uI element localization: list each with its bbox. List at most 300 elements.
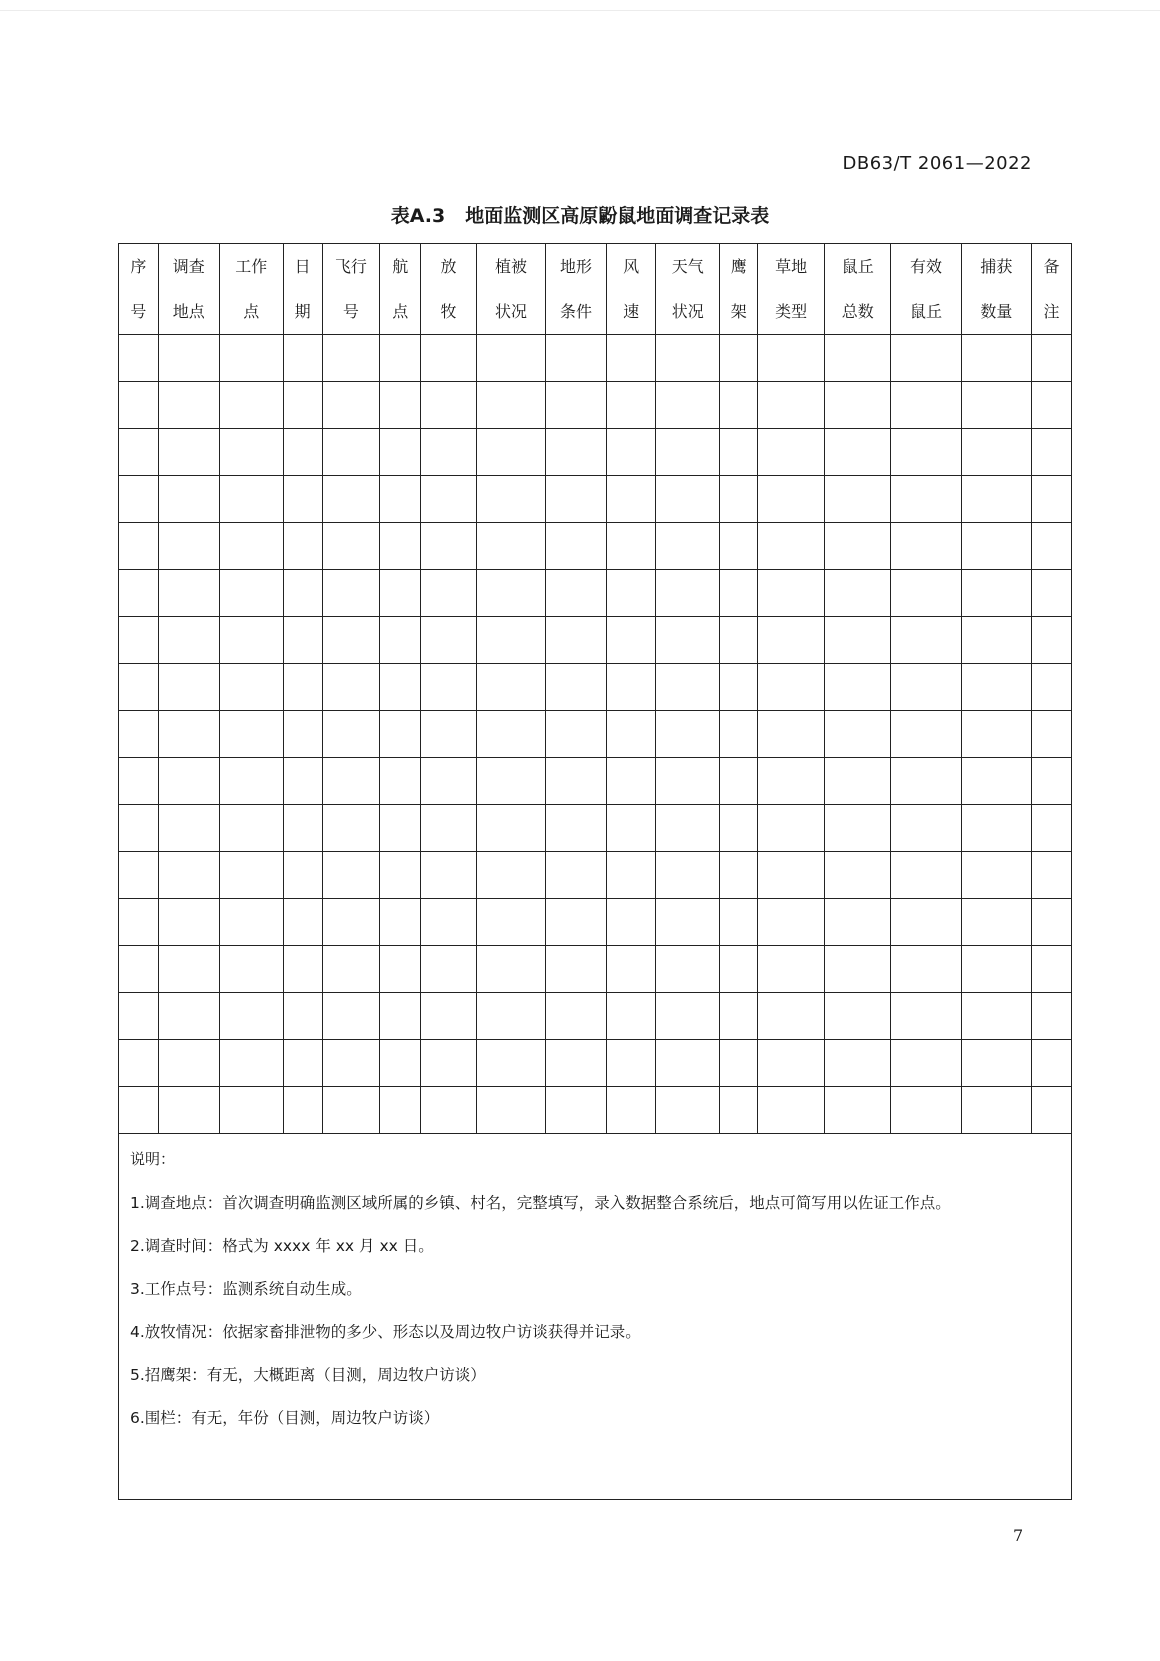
table-cell bbox=[606, 429, 655, 476]
table-cell bbox=[421, 805, 477, 852]
table-cell bbox=[380, 382, 421, 429]
col-header-grassland-type: 草地 类型 bbox=[758, 244, 825, 335]
table-cell bbox=[219, 711, 283, 758]
col-header-active-mounds: 有效 鼠丘 bbox=[891, 244, 961, 335]
table-cell bbox=[119, 805, 159, 852]
table-cell bbox=[656, 711, 720, 758]
table-cell bbox=[322, 711, 380, 758]
col-header-mound-total: 鼠丘 总数 bbox=[825, 244, 891, 335]
note-item: 6.围栏：有无，年份（目测，周边牧户访谈） bbox=[130, 1409, 440, 1427]
table-cell bbox=[606, 805, 655, 852]
table-cell bbox=[758, 617, 825, 664]
table-cell bbox=[421, 993, 477, 1040]
table-cell bbox=[825, 476, 891, 523]
table-cell bbox=[283, 1040, 322, 1087]
table-cell bbox=[825, 570, 891, 617]
table-cell bbox=[606, 852, 655, 899]
table-cell bbox=[119, 711, 159, 758]
table-cell bbox=[219, 993, 283, 1040]
table-cell bbox=[380, 1087, 421, 1134]
table-cell bbox=[758, 899, 825, 946]
table-cell bbox=[421, 382, 477, 429]
table-cell bbox=[1031, 993, 1071, 1040]
table-cell bbox=[825, 946, 891, 993]
col-header-weather: 天气 状况 bbox=[656, 244, 720, 335]
table-cell bbox=[758, 805, 825, 852]
table-cell bbox=[1031, 570, 1071, 617]
table-cell bbox=[421, 476, 477, 523]
table-cell bbox=[720, 617, 758, 664]
col-header-work-point: 工作 点 bbox=[219, 244, 283, 335]
table-cell bbox=[546, 805, 607, 852]
table-cell bbox=[219, 758, 283, 805]
table-cell bbox=[219, 852, 283, 899]
table-cell bbox=[119, 899, 159, 946]
table-cell bbox=[961, 664, 1031, 711]
table-body bbox=[119, 335, 1072, 1134]
table-cell bbox=[891, 711, 961, 758]
table-cell bbox=[1031, 852, 1071, 899]
table-cell bbox=[322, 382, 380, 429]
table-cell bbox=[421, 1087, 477, 1134]
table-cell bbox=[158, 570, 219, 617]
table-cell bbox=[825, 523, 891, 570]
note-item: 5.招鹰架：有无，大概距离（目测，周边牧户访谈） bbox=[130, 1366, 486, 1384]
table-cell bbox=[476, 946, 545, 993]
table-cell bbox=[476, 617, 545, 664]
table-cell bbox=[322, 899, 380, 946]
table-cell bbox=[961, 476, 1031, 523]
table-row bbox=[119, 899, 1072, 946]
table-cell bbox=[380, 946, 421, 993]
table-cell bbox=[546, 946, 607, 993]
table-cell bbox=[546, 429, 607, 476]
table-cell bbox=[825, 805, 891, 852]
table-cell bbox=[720, 946, 758, 993]
table-cell bbox=[1031, 664, 1071, 711]
table-cell bbox=[322, 1087, 380, 1134]
table-cell bbox=[119, 382, 159, 429]
table-cell bbox=[421, 429, 477, 476]
table-row bbox=[119, 805, 1072, 852]
table-cell bbox=[606, 899, 655, 946]
table-cell bbox=[546, 335, 607, 382]
table-cell bbox=[421, 711, 477, 758]
table-cell bbox=[322, 476, 380, 523]
table-cell bbox=[380, 899, 421, 946]
col-header-eagle-perch: 鹰 架 bbox=[720, 244, 758, 335]
table-cell bbox=[158, 946, 219, 993]
table-cell bbox=[322, 1040, 380, 1087]
table-cell bbox=[283, 664, 322, 711]
table-cell bbox=[961, 852, 1031, 899]
table-cell bbox=[283, 711, 322, 758]
col-header-terrain: 地形 条件 bbox=[546, 244, 607, 335]
table-cell bbox=[546, 570, 607, 617]
col-header-serial: 序 号 bbox=[119, 244, 159, 335]
table-cell bbox=[380, 758, 421, 805]
table-cell bbox=[476, 899, 545, 946]
table-cell bbox=[758, 476, 825, 523]
table-cell bbox=[119, 570, 159, 617]
table-cell bbox=[219, 335, 283, 382]
table-cell bbox=[961, 711, 1031, 758]
table-cell bbox=[961, 1040, 1031, 1087]
table-cell bbox=[380, 993, 421, 1040]
table-cell bbox=[119, 993, 159, 1040]
table-row bbox=[119, 523, 1072, 570]
table-cell bbox=[283, 852, 322, 899]
table-cell bbox=[891, 476, 961, 523]
table-cell bbox=[1031, 429, 1071, 476]
table-cell bbox=[119, 758, 159, 805]
table-cell bbox=[758, 946, 825, 993]
table-cell bbox=[421, 758, 477, 805]
table-cell bbox=[606, 711, 655, 758]
table-cell bbox=[380, 523, 421, 570]
table-cell bbox=[758, 1087, 825, 1134]
table-cell bbox=[421, 335, 477, 382]
table-cell bbox=[546, 664, 607, 711]
table-cell bbox=[825, 617, 891, 664]
table-cell bbox=[119, 523, 159, 570]
table-cell bbox=[891, 617, 961, 664]
table-cell bbox=[891, 1087, 961, 1134]
table-cell bbox=[1031, 335, 1071, 382]
table-cell bbox=[476, 570, 545, 617]
table-cell bbox=[322, 617, 380, 664]
table-cell bbox=[891, 335, 961, 382]
table-cell bbox=[758, 429, 825, 476]
survey-record-table bbox=[118, 243, 1072, 1134]
table-cell bbox=[1031, 476, 1071, 523]
table-cell bbox=[891, 993, 961, 1040]
table-row bbox=[119, 617, 1072, 664]
table-cell bbox=[546, 617, 607, 664]
table-row bbox=[119, 1040, 1072, 1087]
table-cell bbox=[825, 899, 891, 946]
table-cell bbox=[758, 570, 825, 617]
table-cell bbox=[380, 335, 421, 382]
table-cell bbox=[158, 664, 219, 711]
table-cell bbox=[283, 617, 322, 664]
table-cell bbox=[476, 476, 545, 523]
table-cell bbox=[158, 852, 219, 899]
table-cell bbox=[961, 993, 1031, 1040]
table-cell bbox=[476, 664, 545, 711]
table-cell bbox=[283, 429, 322, 476]
table-cell bbox=[656, 805, 720, 852]
col-header-wind-speed: 风 速 bbox=[606, 244, 655, 335]
note-item: 1.调查地点：首次调查明确监测区域所属的乡镇、村名，完整填写，录入数据整合系统后，地点可简写用以佐证工作点。 bbox=[130, 1194, 951, 1212]
table-cell bbox=[158, 429, 219, 476]
table-cell bbox=[380, 711, 421, 758]
table-cell bbox=[656, 946, 720, 993]
table-cell bbox=[219, 664, 283, 711]
table-cell bbox=[1031, 617, 1071, 664]
table-cell bbox=[546, 1087, 607, 1134]
notes-box bbox=[118, 1131, 1072, 1500]
table-cell bbox=[961, 758, 1031, 805]
table-cell bbox=[1031, 1087, 1071, 1134]
table-cell bbox=[961, 429, 1031, 476]
table-title-number: 表A.3 bbox=[390, 205, 446, 227]
table-cell bbox=[476, 382, 545, 429]
col-header-vegetation: 植被 状况 bbox=[476, 244, 545, 335]
table-cell bbox=[606, 476, 655, 523]
table-cell bbox=[720, 852, 758, 899]
table-cell bbox=[219, 805, 283, 852]
table-cell bbox=[1031, 805, 1071, 852]
table-cell bbox=[891, 758, 961, 805]
table-cell bbox=[283, 805, 322, 852]
table-cell bbox=[656, 664, 720, 711]
table-cell bbox=[720, 899, 758, 946]
table-cell bbox=[476, 1040, 545, 1087]
table-cell bbox=[322, 993, 380, 1040]
table-cell bbox=[283, 758, 322, 805]
table-cell bbox=[158, 1040, 219, 1087]
table-title bbox=[0, 201, 1160, 228]
table-cell bbox=[421, 899, 477, 946]
table-cell bbox=[891, 523, 961, 570]
table-cell bbox=[961, 570, 1031, 617]
table-cell bbox=[322, 758, 380, 805]
note-item: 4.放牧情况：依据家畜排泄物的多少、形态以及周边牧户访谈获得并记录。 bbox=[130, 1323, 641, 1341]
table-cell bbox=[219, 523, 283, 570]
table-cell bbox=[158, 993, 219, 1040]
table-cell bbox=[720, 993, 758, 1040]
table-cell bbox=[720, 664, 758, 711]
table-cell bbox=[720, 382, 758, 429]
table-cell bbox=[219, 946, 283, 993]
table-cell bbox=[421, 664, 477, 711]
table-cell bbox=[758, 335, 825, 382]
table-cell bbox=[961, 899, 1031, 946]
table-cell bbox=[119, 335, 159, 382]
table-cell bbox=[656, 476, 720, 523]
table-cell bbox=[283, 382, 322, 429]
table-cell bbox=[656, 1087, 720, 1134]
table-cell bbox=[476, 523, 545, 570]
table-cell bbox=[119, 476, 159, 523]
table-row bbox=[119, 429, 1072, 476]
table-cell bbox=[891, 382, 961, 429]
table-row bbox=[119, 993, 1072, 1040]
table-cell bbox=[476, 758, 545, 805]
table-cell bbox=[1031, 711, 1071, 758]
table-cell bbox=[546, 711, 607, 758]
table-cell bbox=[656, 335, 720, 382]
table-cell bbox=[825, 852, 891, 899]
table-cell bbox=[219, 570, 283, 617]
table-row bbox=[119, 711, 1072, 758]
table-cell bbox=[961, 805, 1031, 852]
table-row bbox=[119, 758, 1072, 805]
table-cell bbox=[891, 899, 961, 946]
table-cell bbox=[219, 1087, 283, 1134]
col-header-capture-count: 捕获 数量 bbox=[961, 244, 1031, 335]
table-cell bbox=[606, 335, 655, 382]
table-cell bbox=[961, 617, 1031, 664]
table-cell bbox=[606, 382, 655, 429]
table-row bbox=[119, 664, 1072, 711]
table-cell bbox=[1031, 382, 1071, 429]
table-cell bbox=[891, 429, 961, 476]
table-cell bbox=[158, 335, 219, 382]
table-cell bbox=[606, 570, 655, 617]
table-cell bbox=[322, 570, 380, 617]
table-cell bbox=[1031, 946, 1071, 993]
table-cell bbox=[546, 993, 607, 1040]
table-cell bbox=[158, 758, 219, 805]
table-cell bbox=[546, 852, 607, 899]
table-row bbox=[119, 1087, 1072, 1134]
table-cell bbox=[322, 335, 380, 382]
table-cell bbox=[606, 1087, 655, 1134]
col-header-grazing: 放 牧 bbox=[421, 244, 477, 335]
col-header-flight-number: 飞行 号 bbox=[322, 244, 380, 335]
table-cell bbox=[720, 476, 758, 523]
table-cell bbox=[758, 664, 825, 711]
table-cell bbox=[891, 664, 961, 711]
table-cell bbox=[720, 429, 758, 476]
table-cell bbox=[283, 993, 322, 1040]
table-cell bbox=[656, 382, 720, 429]
table-cell bbox=[825, 382, 891, 429]
table-cell bbox=[380, 570, 421, 617]
table-cell bbox=[158, 711, 219, 758]
table-cell bbox=[891, 805, 961, 852]
table-cell bbox=[720, 570, 758, 617]
table-cell bbox=[758, 852, 825, 899]
table-cell bbox=[119, 664, 159, 711]
table-cell bbox=[720, 805, 758, 852]
table-cell bbox=[158, 1087, 219, 1134]
table-cell bbox=[476, 711, 545, 758]
table-title-text: 地面监测区高原鼢鼠地面调查记录表 bbox=[465, 205, 770, 227]
table-cell bbox=[961, 523, 1031, 570]
table-cell bbox=[758, 1040, 825, 1087]
table-row bbox=[119, 570, 1072, 617]
table-cell bbox=[825, 758, 891, 805]
table-cell bbox=[891, 946, 961, 993]
table-cell bbox=[656, 758, 720, 805]
note-item: 3.工作点号：监测系统自动生成。 bbox=[130, 1280, 362, 1298]
table-cell bbox=[656, 852, 720, 899]
table-cell bbox=[421, 570, 477, 617]
table-cell bbox=[758, 523, 825, 570]
table-cell bbox=[158, 523, 219, 570]
table-cell bbox=[421, 523, 477, 570]
table-cell bbox=[1031, 758, 1071, 805]
table-cell bbox=[546, 1040, 607, 1087]
table-cell bbox=[656, 899, 720, 946]
table-cell bbox=[758, 382, 825, 429]
col-header-survey-site: 调查 地点 bbox=[158, 244, 219, 335]
table-cell bbox=[720, 758, 758, 805]
table-cell bbox=[421, 1040, 477, 1087]
table-cell bbox=[322, 946, 380, 993]
table-cell bbox=[825, 1087, 891, 1134]
table-cell bbox=[283, 570, 322, 617]
table-cell bbox=[758, 993, 825, 1040]
table-cell bbox=[720, 1087, 758, 1134]
table-cell bbox=[1031, 899, 1071, 946]
document-code: DB63/T 2061—2022 bbox=[842, 153, 1032, 174]
table-cell bbox=[606, 993, 655, 1040]
table-cell bbox=[546, 899, 607, 946]
table-cell bbox=[476, 993, 545, 1040]
table-cell bbox=[283, 335, 322, 382]
table-cell bbox=[322, 523, 380, 570]
col-header-remarks: 备 注 bbox=[1031, 244, 1071, 335]
table-cell bbox=[758, 758, 825, 805]
table-cell bbox=[219, 382, 283, 429]
table-cell bbox=[158, 899, 219, 946]
table-cell bbox=[421, 617, 477, 664]
table-cell bbox=[546, 523, 607, 570]
table-cell bbox=[380, 429, 421, 476]
table-cell bbox=[891, 852, 961, 899]
table-cell bbox=[421, 852, 477, 899]
table-cell bbox=[322, 429, 380, 476]
table-cell bbox=[1031, 1040, 1071, 1087]
table-cell bbox=[158, 476, 219, 523]
table-cell bbox=[219, 476, 283, 523]
table-cell bbox=[380, 852, 421, 899]
table-row bbox=[119, 946, 1072, 993]
table-row bbox=[119, 335, 1072, 382]
table-cell bbox=[380, 1040, 421, 1087]
table-cell bbox=[825, 1040, 891, 1087]
table-row bbox=[119, 382, 1072, 429]
table-cell bbox=[961, 335, 1031, 382]
table-cell bbox=[219, 617, 283, 664]
table-cell bbox=[891, 1040, 961, 1087]
table-cell bbox=[825, 429, 891, 476]
table-cell bbox=[119, 852, 159, 899]
table-cell bbox=[961, 1087, 1031, 1134]
table-cell bbox=[476, 335, 545, 382]
table-cell bbox=[219, 899, 283, 946]
table-cell bbox=[656, 570, 720, 617]
table-cell bbox=[119, 429, 159, 476]
table-cell bbox=[720, 523, 758, 570]
table-cell bbox=[606, 758, 655, 805]
table-cell bbox=[656, 429, 720, 476]
table-cell bbox=[656, 993, 720, 1040]
page-number: 7 bbox=[1013, 1526, 1024, 1545]
table-cell bbox=[283, 946, 322, 993]
table-cell bbox=[119, 1040, 159, 1087]
table-cell bbox=[825, 993, 891, 1040]
table-cell bbox=[119, 946, 159, 993]
table-cell bbox=[158, 805, 219, 852]
table-header-row bbox=[119, 244, 1072, 335]
table-cell bbox=[720, 711, 758, 758]
table-cell bbox=[825, 664, 891, 711]
table-cell bbox=[380, 664, 421, 711]
table-cell bbox=[322, 852, 380, 899]
table-row bbox=[119, 852, 1072, 899]
table-cell bbox=[720, 335, 758, 382]
table-cell bbox=[606, 523, 655, 570]
table-cell bbox=[283, 523, 322, 570]
table-cell bbox=[283, 476, 322, 523]
table-cell bbox=[606, 664, 655, 711]
table-cell bbox=[322, 805, 380, 852]
